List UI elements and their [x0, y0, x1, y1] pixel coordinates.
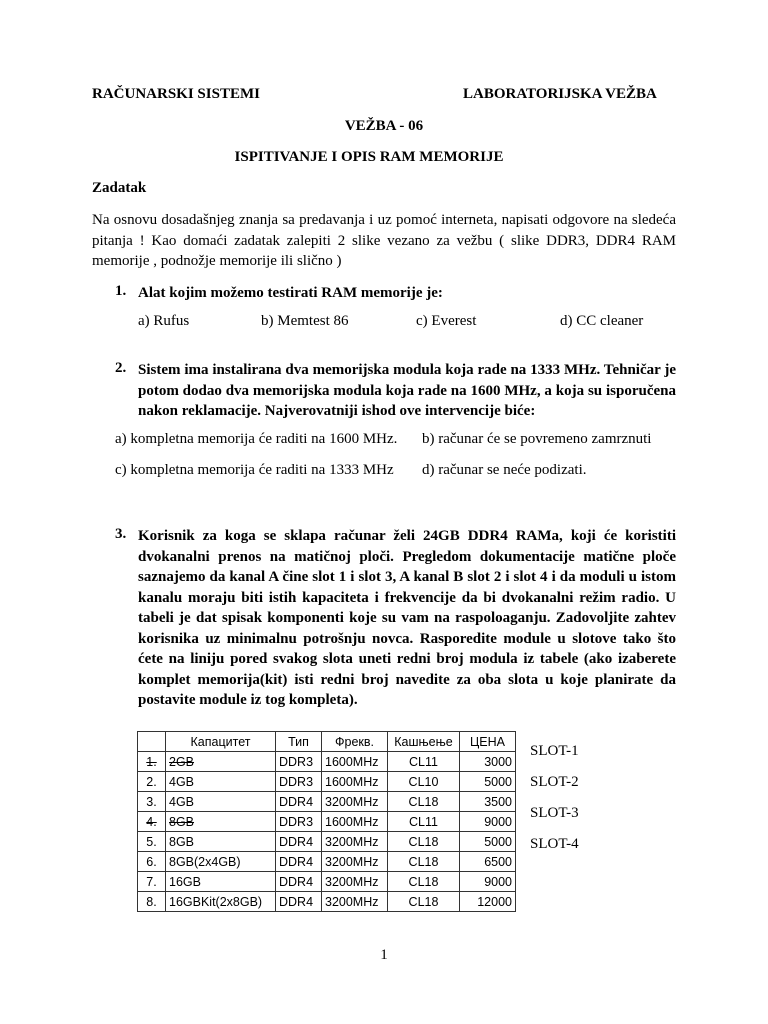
task-heading: Zadatak	[92, 180, 147, 196]
q2-option-c: c) kompletna memorija će raditi na 1333 MHz	[115, 462, 394, 478]
cell-price: 5000	[460, 772, 516, 792]
cell-frequency: 1600MHz	[322, 812, 388, 832]
cell-frequency: 3200MHz	[322, 792, 388, 812]
ram-modules-table	[137, 731, 516, 912]
cell-capacity: 16GB	[166, 872, 276, 892]
question-2-text: Sistem ima instalirana dva memorijska modula koja rade na 1333 MHz. Tehničar je potom dodao dva memorijska modula koja rade na 1600 MHz, a koja su isporučena nakon reklamacije. Najverovatniji ishod ove intervencije biće:	[138, 362, 676, 419]
cell-type: DDR3	[276, 812, 322, 832]
table-row	[138, 832, 516, 852]
header-number	[138, 732, 166, 752]
question-3-number: 3.	[115, 526, 127, 542]
cell-capacity: 8GB	[166, 832, 276, 852]
table-row	[138, 772, 516, 792]
question-1-number: 1.	[115, 283, 127, 299]
cell-price: 12000	[460, 892, 516, 912]
cell-frequency: 1600MHz	[322, 772, 388, 792]
cell-latency: CL11	[388, 752, 460, 772]
cell-capacity: 8GB	[166, 812, 276, 832]
cell-latency: CL18	[388, 872, 460, 892]
cell-price: 5000	[460, 832, 516, 852]
course-title: RAČUNARSKI SISTEMI	[92, 86, 260, 102]
page-number: 1	[380, 947, 388, 963]
cell-number: 2.	[138, 772, 166, 792]
cell-frequency: 3200MHz	[322, 852, 388, 872]
cell-latency: CL18	[388, 832, 460, 852]
cell-number: 5.	[138, 832, 166, 852]
table-row	[138, 792, 516, 812]
cell-capacity: 16GBKit(2x8GB)	[166, 892, 276, 912]
cell-price: 6500	[460, 852, 516, 872]
q2-option-a: a) kompletna memorija će raditi na 1600 MHz.	[115, 431, 398, 447]
header-type: Тип	[276, 732, 322, 752]
cell-type: DDR4	[276, 832, 322, 852]
cell-type: DDR4	[276, 852, 322, 872]
table-header-row	[138, 732, 516, 752]
cell-capacity: 8GB(2x4GB)	[166, 852, 276, 872]
table-row	[138, 852, 516, 872]
cell-number: 6.	[138, 852, 166, 872]
q1-option-a: a) Rufus	[138, 313, 190, 329]
cell-latency: CL11	[388, 812, 460, 832]
exercise-number: VEŽBA - 06	[344, 118, 424, 134]
cell-type: DDR4	[276, 792, 322, 812]
header-price: ЦЕНА	[460, 732, 516, 752]
slot-3-label: SLOT-3	[530, 805, 579, 821]
table-row	[138, 812, 516, 832]
question-3-text: Korisnik za koga se sklapa računar želi 24GB DDR4 RAMa, koji će koristiti dvokanalni prenos na matičnoj ploči. Pregledom dokumentacije matične ploče saznajemo da kanal A čine slot 1 i slot 3, A kanal B slot 2 i slot 4 i da moduli u istom kanalu moraju biti istih kapaciteta i frekvencije da bi dvokanalni režim radio. U tabeli je dat spisak komponenti koje su vam na raspoloaganju. Zadovoljite zahtev korisnika uz minimalnu potrošnju novca. Rasporedite module u slotove tako što ćete na liniju pored svakog slota uneti redni broj modula iz tabele (ako izaberete komplet memorija(kit) isti redni broj navedite za oba slota u koje planirate da postavite module iz tog kompleta).	[138, 528, 676, 708]
q1-option-c: c) Everest	[416, 313, 477, 329]
cell-price: 9000	[460, 812, 516, 832]
cell-type: DDR3	[276, 772, 322, 792]
cell-frequency: 3200MHz	[322, 832, 388, 852]
table-row	[138, 752, 516, 772]
header-frequency: Фрекв.	[322, 732, 388, 752]
cell-frequency: 3200MHz	[322, 892, 388, 912]
cell-capacity: 4GB	[166, 772, 276, 792]
cell-frequency: 3200MHz	[322, 872, 388, 892]
q1-option-b: b) Memtest 86	[261, 313, 349, 329]
cell-latency: CL10	[388, 772, 460, 792]
cell-price: 3000	[460, 752, 516, 772]
slot-4-label: SLOT-4	[530, 836, 579, 852]
cell-frequency: 1600MHz	[322, 752, 388, 772]
question-2-number: 2.	[115, 360, 127, 376]
q2-option-d: d) računar se neće podizati.	[422, 462, 587, 478]
cell-price: 9000	[460, 872, 516, 892]
cell-number: 3.	[138, 792, 166, 812]
cell-number: 7.	[138, 872, 166, 892]
slot-2-label: SLOT-2	[530, 774, 579, 790]
task-intro: Na osnovu dosadašnjeg znanja sa predavanja i uz pomoć interneta, napisati odgovore na sledeća pitanja ! Kao domaći zadatak zalepiti 2 slike vezano za vežbu ( slike DDR3, DDR4 RAM memorije , podnožje memorije ili slično )	[92, 212, 676, 269]
cell-latency: CL18	[388, 852, 460, 872]
q2-option-b: b) računar će se povremeno zamrznuti	[422, 431, 652, 447]
header-latency: Кашњење	[388, 732, 460, 752]
cell-latency: CL18	[388, 892, 460, 912]
cell-number: 4.	[138, 812, 166, 832]
doc-type: LABORATORIJSKA VEŽBA	[463, 86, 657, 102]
cell-type: DDR4	[276, 892, 322, 912]
cell-capacity: 2GB	[166, 752, 276, 772]
slot-1-label: SLOT-1	[530, 743, 579, 759]
header-capacity: Капацитет	[166, 732, 276, 752]
cell-number: 8.	[138, 892, 166, 912]
table-row	[138, 892, 516, 912]
cell-price: 3500	[460, 792, 516, 812]
q1-option-d: d) CC cleaner	[560, 313, 644, 329]
question-1-text: Alat kojim možemo testirati RAM memorije je:	[138, 285, 443, 301]
cell-type: DDR4	[276, 872, 322, 892]
cell-capacity: 4GB	[166, 792, 276, 812]
page-title: ISPITIVANJE I OPIS RAM MEMORIJE	[234, 149, 504, 165]
table-row	[138, 872, 516, 892]
cell-number: 1.	[138, 752, 166, 772]
cell-type: DDR3	[276, 752, 322, 772]
cell-latency: CL18	[388, 792, 460, 812]
